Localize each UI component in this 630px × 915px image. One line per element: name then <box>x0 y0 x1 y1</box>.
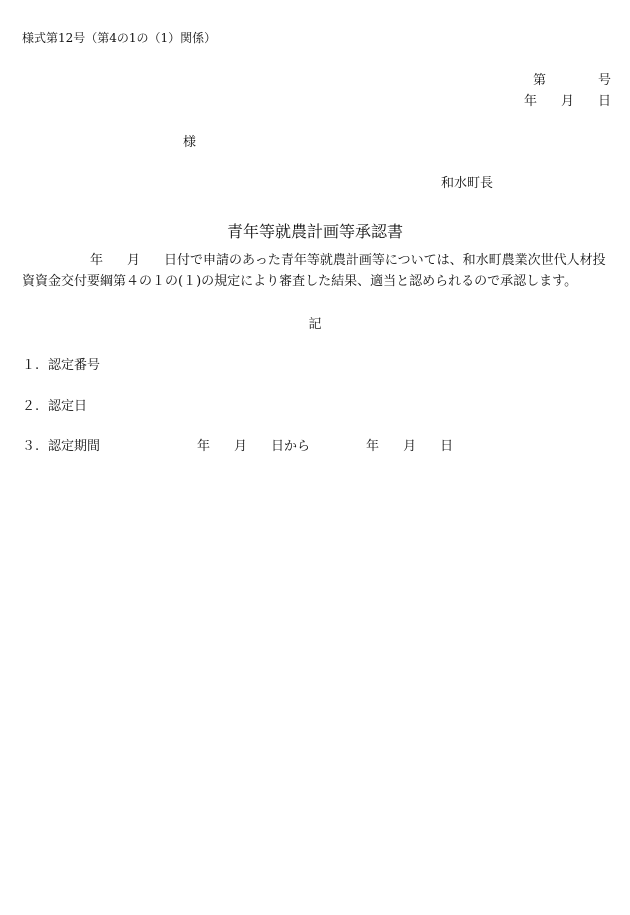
document-number-dai: 第 <box>532 73 546 88</box>
document-date-year: 年 <box>523 94 537 109</box>
ki-heading: 記 <box>308 317 322 332</box>
body-paragraph <box>22 250 614 292</box>
item-label: 認定番号 <box>48 358 101 373</box>
period-to-year: 年 <box>366 439 380 454</box>
period-from-year: 年 <box>197 439 211 454</box>
form-label: 様式第12号（第4の1の（1）関係） <box>22 31 217 45</box>
period-to-month: 月 <box>403 439 417 454</box>
item-certification-period <box>22 435 100 454</box>
period-from-month: 月 <box>234 439 248 454</box>
item-number: ３. <box>22 439 40 454</box>
document-number <box>533 69 611 88</box>
document-title: 青年等就農計画等承認書 <box>226 222 403 241</box>
item-label: 認定期間 <box>48 439 101 454</box>
item-label: 認定日 <box>48 399 88 414</box>
document-number-go: 号 <box>597 73 611 88</box>
issuer: 和水町長 <box>441 176 494 191</box>
item-number: １. <box>22 358 40 373</box>
item-certification-date <box>22 395 87 414</box>
document-date <box>524 90 611 109</box>
certification-period-range <box>197 435 453 454</box>
body-text: 日付で申請のあった青年等就農計画等については、和水町農業次世代人材投資資金交付要綱第４の１の(１)の規定により審査した結果、適当と認められるので承認します。 <box>22 253 606 289</box>
body-date-year: 年 <box>90 253 104 268</box>
period-to-day: 日 <box>440 439 454 454</box>
item-number: ２. <box>22 399 40 414</box>
document-date-day: 日 <box>597 94 611 109</box>
document-date-month: 月 <box>560 94 574 109</box>
body-date-month: 月 <box>127 253 141 268</box>
period-from-day: 日から <box>271 439 311 454</box>
addressee: 様 <box>183 135 197 150</box>
item-certification-number <box>22 354 100 373</box>
